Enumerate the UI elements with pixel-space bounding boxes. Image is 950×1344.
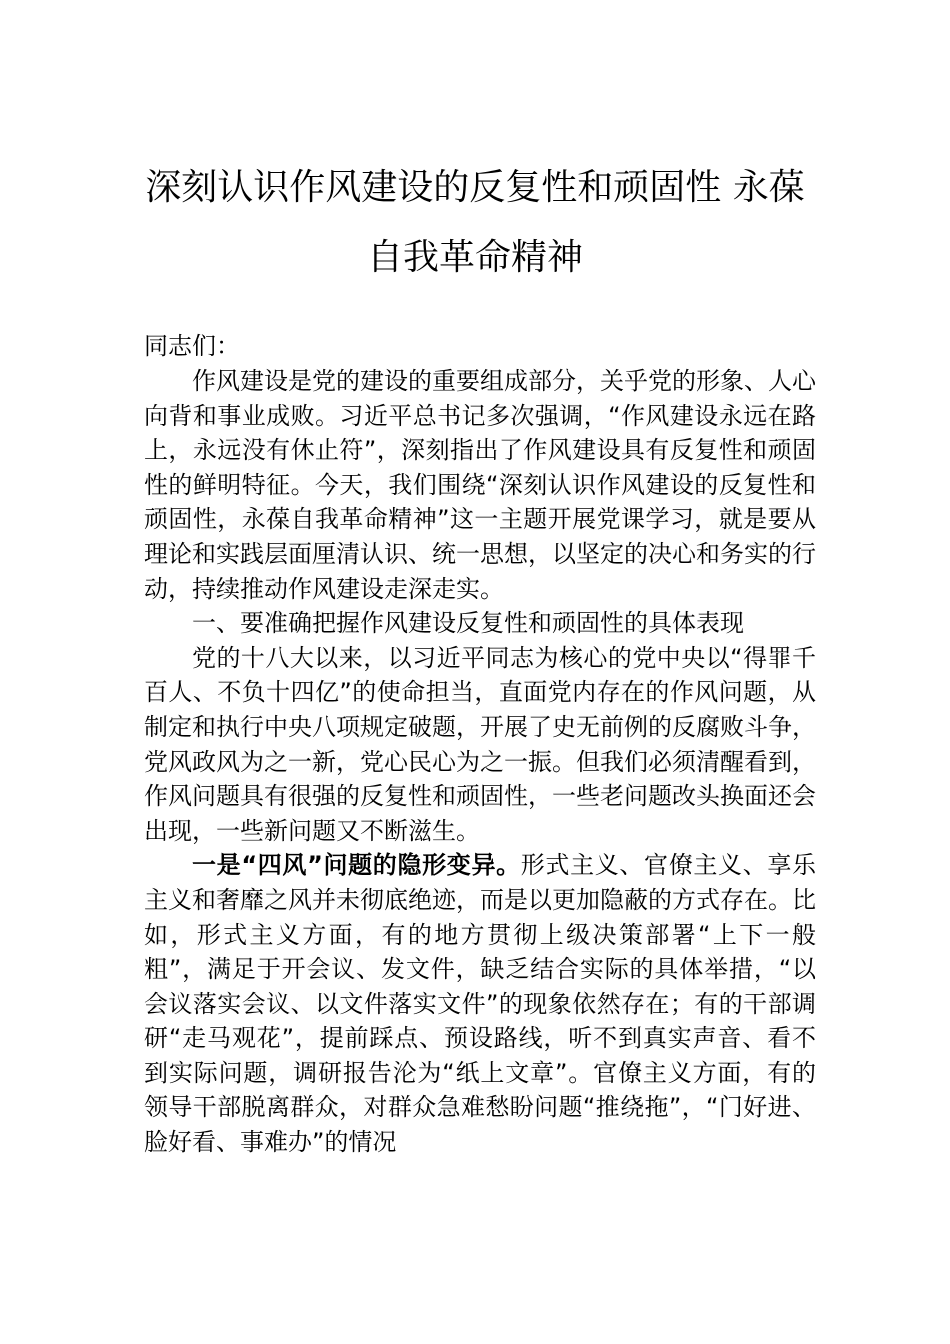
paragraph-intro: 作风建设是党的建设的重要组成部分，关乎党的形象、人心向背和事业成败。习近平总书记多次强调，“作风建设永远在路上，永远没有休止符”，深刻指出了作风建设具有反复性和顽固性的鲜明特征。今天，我们围绕“深刻认识作风建设的反复性和顽固性，永葆自我革命精神”这一主题开展党课学习，就是要从理论和实践层面厘清认识、统一思想，以坚定的决心和务实的行动，持续推动作风建设走深走实。 bbox=[144, 367, 816, 603]
paragraph-point-1 bbox=[144, 848, 816, 1159]
document-body bbox=[144, 364, 816, 1160]
document-title-line-1: 深刻认识作风建设的反复性和顽固性 永葆 bbox=[145, 167, 805, 208]
point-1-text: 形式主义、官僚主义、享乐主义和奢靡之风并未彻底绝迹，而是以更加隐蔽的方式存在。比如，形式主义方面，有的地方贯彻上级决策部署“上下一般粗”，满足于开会议、发文件，缺乏结合实际的具体举措，“以会议落实会议、以文件落实文件”的现象依然存在；有的干部调研“走马观花”，提前踩点、预设路线，听不到真实声音、看不到实际问题，调研报告沦为“纸上文章”。官僚主义方面，有的领导干部脱离群众，对群众急难愁盼问题“推绕拖”，“门好进、脸好看、事难办”的情况 bbox=[144, 851, 817, 1157]
point-1-lead: 一是“四风”问题的隐形变异。 bbox=[192, 851, 521, 880]
document-title-line-2: 自我革命精神 bbox=[366, 237, 583, 278]
paragraph-section-1: 党的十八大以来，以习近平同志为核心的党中央以“得罪千百人、不负十四亿”的使命担当，直面党内存在的作风问题，从制定和执行中央八项规定破题，开展了史无前例的反腐败斗争，党风政风为之一新，党心民心为之一振。但我们必须清醒看到，作风问题具有很强的反复性和顽固性，一些老问题改头换面还会出现，一些新问题又不断滋生。 bbox=[144, 643, 816, 845]
section-heading-1: 一、要准确把握作风建设反复性和顽固性的具体表现 bbox=[192, 609, 744, 638]
salutation: 同志们： bbox=[144, 332, 240, 360]
